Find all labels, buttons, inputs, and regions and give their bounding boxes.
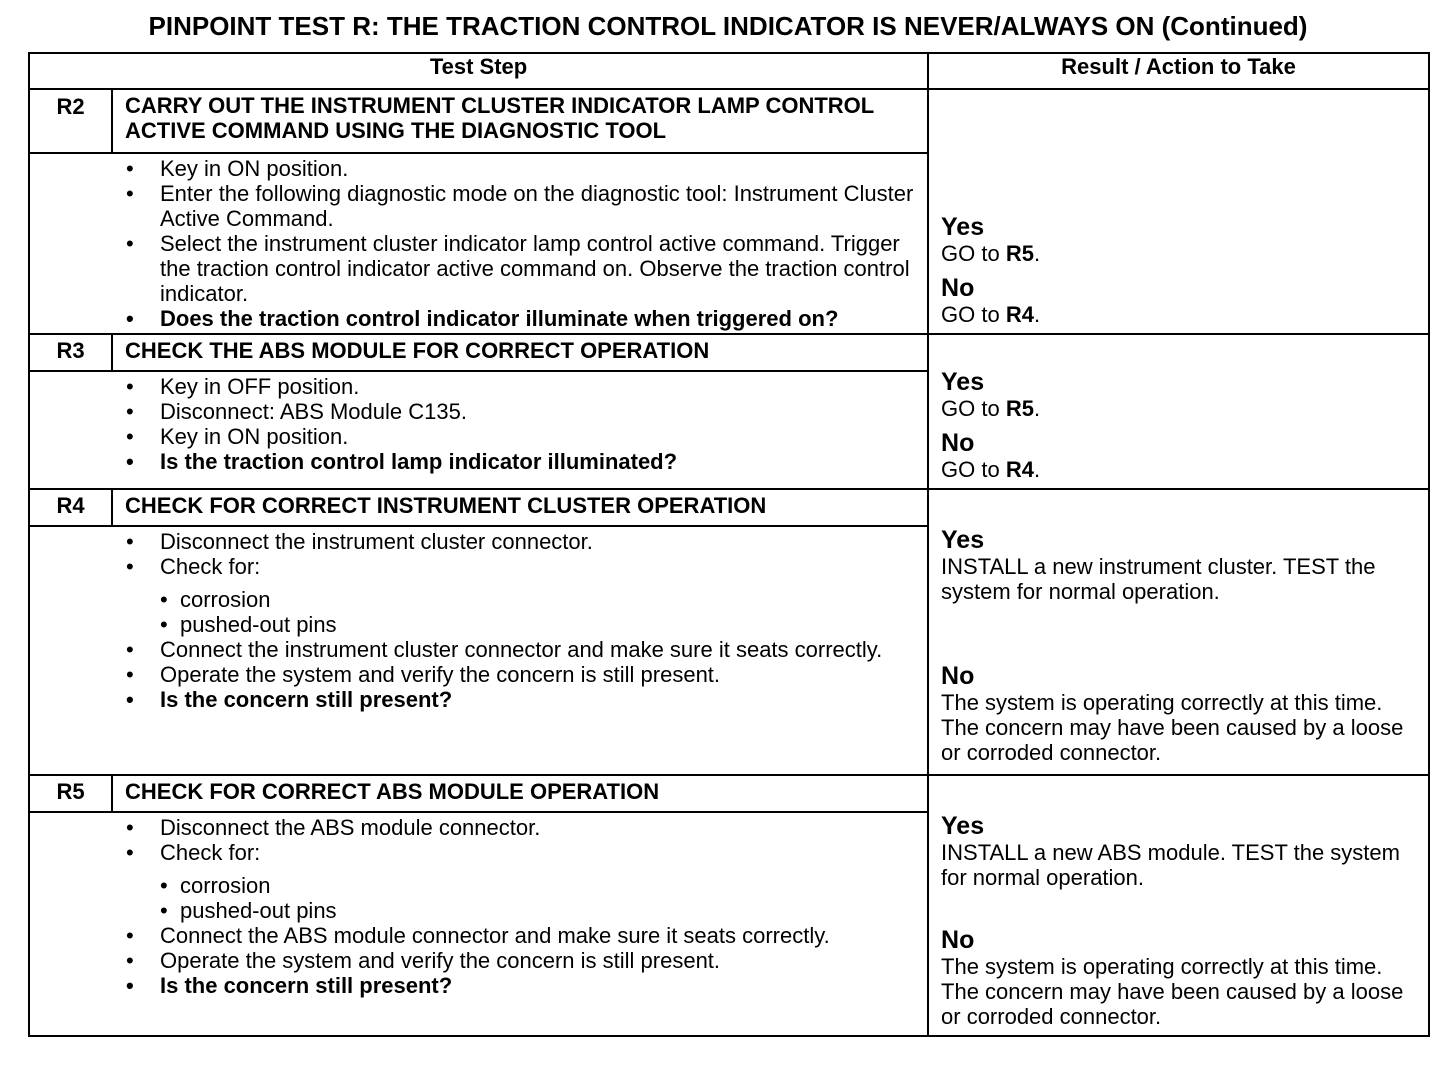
- yes-action: INSTALL a new ABS module. TEST the system for normal operation.: [941, 840, 1400, 890]
- step-body: [112, 153, 928, 334]
- list-item: • Check for: • corrosion • pushed-out pins: [124, 840, 917, 923]
- list-item: • Disconnect the instrument cluster connector.: [124, 529, 917, 554]
- step-question: • Is the traction control lamp indicator illuminated?: [124, 449, 917, 474]
- step-r3-title-row: [29, 334, 1429, 371]
- no-action: GO to R4.: [941, 302, 1041, 327]
- step-r2-title-row: [29, 89, 1429, 153]
- list-item: • Operate the system and verify the concern is still present.: [124, 662, 917, 687]
- sub-list-item: • pushed-out pins: [160, 612, 917, 637]
- step-id: R2: [29, 89, 112, 153]
- step-question: • Is the concern still present?: [124, 973, 917, 998]
- yes-label: Yes: [941, 526, 985, 554]
- step-id: R5: [29, 775, 112, 812]
- yes-label: Yes: [941, 368, 985, 396]
- step-body: [112, 812, 928, 1036]
- list-item: • Connect the instrument cluster connector and make sure it seats correctly.: [124, 637, 917, 662]
- step-question: • Is the concern still present?: [124, 687, 917, 712]
- step-r3-result: [928, 334, 1429, 489]
- step-list: [124, 815, 917, 998]
- no-label: No: [941, 429, 975, 457]
- step-title: CARRY OUT THE INSTRUMENT CLUSTER INDICATOR LAMP CONTROL ACTIVE COMMAND USING THE DIAGNOSTIC TOOL: [112, 89, 928, 153]
- list-item: • Enter the following diagnostic mode on the diagnostic tool: Instrument Cluster Active Command.: [124, 181, 917, 231]
- header-test-step: Test Step: [29, 53, 928, 89]
- step-r5-result: [928, 775, 1429, 1036]
- step-list: [124, 156, 917, 331]
- list-item: • Check for: • corrosion • pushed-out pins: [124, 554, 917, 637]
- no-label: No: [941, 926, 975, 954]
- list-item: • Key in ON position.: [124, 424, 917, 449]
- step-body: [112, 371, 928, 489]
- step-title: CHECK THE ABS MODULE FOR CORRECT OPERATION: [112, 334, 928, 371]
- header-result: Result / Action to Take: [928, 53, 1429, 89]
- sub-list-item: • corrosion: [160, 873, 917, 898]
- step-r2-result: [928, 89, 1429, 334]
- sub-list-item: • corrosion: [160, 587, 917, 612]
- step-id: R4: [29, 489, 112, 526]
- yes-action: GO to R5.: [941, 396, 1041, 421]
- sub-list: [160, 873, 917, 923]
- sub-list: [160, 587, 917, 637]
- step-r4-result: [928, 489, 1429, 775]
- no-label: No: [941, 274, 975, 302]
- table-header-row: [29, 53, 1429, 89]
- page-title: PINPOINT TEST R: THE TRACTION CONTROL INDICATOR IS NEVER/ALWAYS ON (Continued): [148, 11, 1308, 41]
- yes-label: Yes: [941, 213, 985, 241]
- step-list: [124, 529, 917, 712]
- sub-list-item: • pushed-out pins: [160, 898, 917, 923]
- step-list: [124, 374, 917, 474]
- step-id: R3: [29, 334, 112, 371]
- pinpoint-test-table: [28, 52, 1430, 1037]
- yes-action: GO to R5.: [941, 241, 1041, 266]
- step-r4-title-row: [29, 489, 1429, 526]
- list-item: • Select the instrument cluster indicator lamp control active command. Trigger the traction control indicator active command on. Observe the traction control indicator.: [124, 231, 917, 306]
- no-action: GO to R4.: [941, 457, 1041, 482]
- list-item: • Disconnect: ABS Module C135.: [124, 399, 917, 424]
- list-item: • Operate the system and verify the concern is still present.: [124, 948, 917, 973]
- yes-label: Yes: [941, 812, 985, 840]
- step-body: [112, 526, 928, 775]
- step-title: CHECK FOR CORRECT ABS MODULE OPERATION: [112, 775, 928, 812]
- no-label: No: [941, 662, 975, 690]
- list-item: • Disconnect the ABS module connector.: [124, 815, 917, 840]
- list-item: • Key in ON position.: [124, 156, 917, 181]
- yes-action: INSTALL a new instrument cluster. TEST the system for normal operation.: [941, 554, 1376, 604]
- list-item: • Key in OFF position.: [124, 374, 917, 399]
- step-r5-title-row: [29, 775, 1429, 812]
- no-action: The system is operating correctly at this time. The concern may have been caused by a loose or corroded connector.: [941, 954, 1404, 1029]
- step-title: CHECK FOR CORRECT INSTRUMENT CLUSTER OPERATION: [112, 489, 928, 526]
- list-item: • Connect the ABS module connector and make sure it seats correctly.: [124, 923, 917, 948]
- no-action: The system is operating correctly at this time. The concern may have been caused by a loose or corroded connector.: [941, 690, 1404, 765]
- step-question: • Does the traction control indicator illuminate when triggered on?: [124, 306, 917, 331]
